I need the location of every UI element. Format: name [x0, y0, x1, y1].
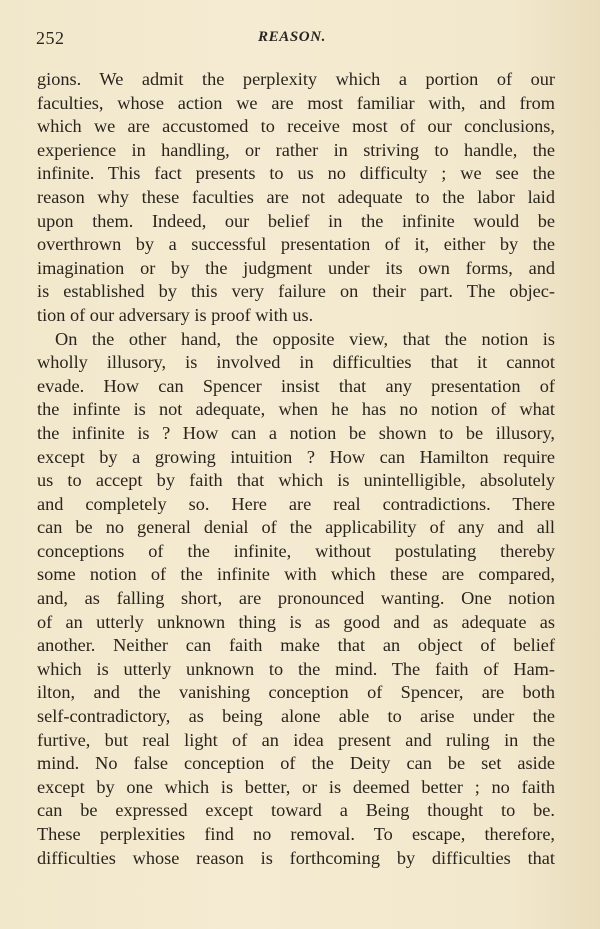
text-line: overthrown by a successful presentation of it, either by the: [37, 234, 555, 255]
text-line: except by one which is better, or is deemed better ; no faith: [37, 776, 555, 797]
text-line: some notion of the infinite with which these are compared,: [37, 564, 555, 585]
text-line: the infinte is not adequate, when he has no notion of what: [37, 399, 555, 420]
text-line: upon them. Indeed, our belief in the infinite would be: [37, 210, 555, 231]
text-line: the infinite is ? How can a notion be shown to be illusory,: [37, 422, 555, 443]
text-line: conceptions of the infinite, without postulating thereby: [37, 540, 555, 561]
text-line: faculties, whose action we are most familiar with, and from: [37, 92, 555, 113]
text-line: and completely so. Here are real contradictions. There: [37, 493, 555, 514]
text-line: and, as falling short, are pronounced wanting. One notion: [37, 588, 555, 609]
text-line: which is utterly unknown to the mind. The faith of Ham-: [37, 658, 555, 679]
text-line-paragraph-start: On the other hand, the opposite view, that the notion is: [55, 328, 555, 349]
text-line: ilton, and the vanishing conception of Spencer, are both: [37, 682, 555, 703]
text-line: difficulties whose reason is forthcoming by difficulties that: [37, 847, 555, 868]
text-line: reason why these faculties are not adequate to the labor laid: [37, 186, 555, 207]
text-line: gions. We admit the perplexity which a portion of our: [37, 69, 555, 89]
text-line: which we are accustomed to receive most of our conclusions,: [37, 116, 555, 137]
text-line: imagination or by the judgment under its own forms, and: [37, 257, 555, 278]
text-line: is established by this very failure on their part. The objec-: [37, 281, 555, 302]
running-head: [36, 28, 558, 52]
page-number: 252: [36, 28, 65, 48]
text-line: can be no general denial of the applicability of any and all: [37, 517, 555, 538]
text-line-paragraph-end: tion of our adversary is proof with us.: [37, 304, 314, 325]
text-line: infinite. This fact presents to us no difficulty ; we see the: [37, 163, 555, 184]
running-title: REASON.: [258, 29, 326, 45]
text-line: These perplexities find no removal. To escape, therefore,: [37, 824, 555, 844]
text-line: evade. How can Spencer insist that any presentation of: [37, 375, 555, 396]
text-line: of an utterly unknown thing is as good and as adequate as: [37, 611, 555, 632]
text-line: mind. No false conception of the Deity can be set aside: [37, 753, 555, 774]
text-line: except by a growing intuition ? How can Hamilton require: [37, 446, 555, 467]
text-line: wholly illusory, is involved in difficulties that it cannot: [37, 352, 555, 373]
text-line: us to accept by faith that which is unintelligible, absolutely: [37, 470, 555, 491]
body-text: [37, 68, 555, 870]
text-line: another. Neither can faith make that an object of belief: [37, 635, 555, 656]
text-line: experience in handling, or rather in striving to handle, the: [37, 139, 555, 160]
text-line: self-contradictory, as being alone able to arise under the: [37, 706, 555, 727]
text-line: furtive, but real light of an idea present and ruling in the: [37, 729, 555, 750]
text-line: can be expressed except toward a Being thought to be.: [37, 800, 555, 821]
